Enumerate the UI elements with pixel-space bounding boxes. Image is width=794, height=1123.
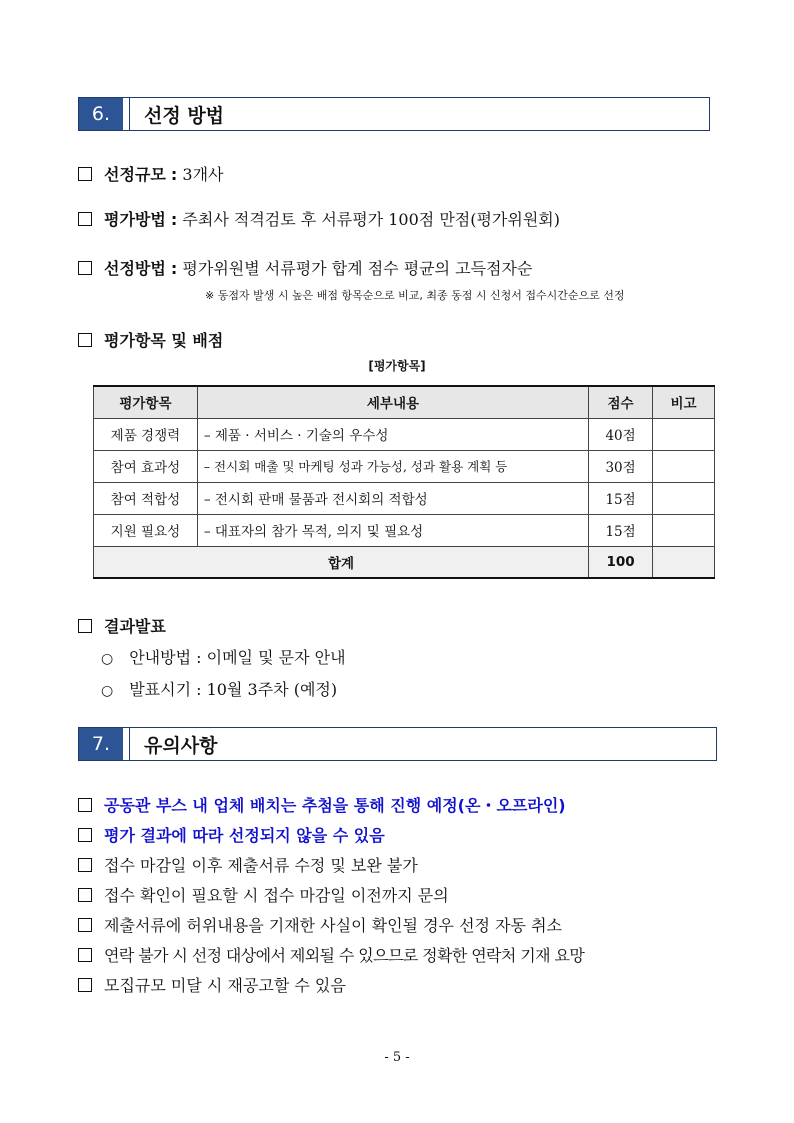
section-number: 7.: [79, 728, 123, 760]
section-number: 6.: [79, 98, 123, 130]
table-row: 참여 효과성 – 전시회 매출 및 마케팅 성과 가능성, 성과 활용 계획 등 30점: [94, 450, 715, 482]
notice-item: 접수 확인이 필요할 시 접수 마감일 이전까지 문의: [78, 883, 449, 906]
col-header-score: 점수: [589, 386, 653, 418]
result-bullet: ○ 안내방법 : 이메일 및 문자 안내: [101, 648, 346, 667]
circle-bullet-icon: ○: [101, 683, 114, 699]
table-row: 참여 적합성 – 전시회 판매 물품과 전시회의 적합성 15점: [94, 482, 715, 514]
result-bullet: ○ 발표시기 : 10월 3주차 (예정): [101, 680, 338, 699]
page-number: - 5 -: [384, 1050, 410, 1065]
notice-item: 연락 불가 시 선정 대상에서 제외될 수 있으므로 정확한 연락처 기재 요망: [78, 943, 584, 966]
checkbox-icon: [78, 828, 92, 842]
total-score: 100: [589, 546, 653, 578]
circle-bullet-icon: ○: [101, 651, 114, 667]
table-total-row: [94, 546, 715, 578]
evaluation-method-row: 평가방법 : 주최사 적격검토 후 서류평가 100점 만점(평가위원회): [78, 207, 560, 230]
table-row: 지원 필요성 – 대표자의 참가 목적, 의지 및 필요성 15점: [94, 514, 715, 546]
checkbox-icon: [78, 261, 92, 275]
selection-method-row: 선정방법 : 평가위원별 서류평가 합계 점수 평균의 고득점자순: [78, 256, 532, 279]
checkbox-icon: [78, 978, 92, 992]
col-header-detail: 세부내용: [197, 386, 588, 418]
notice-item: 평가 결과에 따라 선정되지 않을 수 있음: [78, 823, 385, 846]
result-heading: 결과발표: [78, 614, 166, 637]
table-header-row: [94, 386, 715, 418]
checkbox-icon: [78, 798, 92, 812]
table-caption: [평가항목]: [368, 359, 426, 373]
checkbox-icon: [78, 619, 92, 633]
notice-item: 공동관 부스 내 업체 배치는 추첨을 통해 진행 예정(온・오프라인): [78, 793, 566, 816]
notice-item: 접수 마감일 이후 제출서류 수정 및 보완 불가: [78, 853, 418, 876]
section-title: 유의사항: [144, 734, 218, 757]
section-6-header: [78, 97, 710, 131]
col-header-note: 비고: [653, 386, 715, 418]
checkbox-icon: [78, 918, 92, 932]
checkbox-icon: [78, 212, 92, 226]
checkbox-icon: [78, 888, 92, 902]
table-row: 제품 경쟁력 – 제품 · 서비스 · 기술의 우수성 40점: [94, 418, 715, 450]
notice-item: 제출서류에 허위내용을 기재한 사실이 확인될 경우 선정 자동 취소: [78, 913, 562, 936]
scoring-heading: 평가항목 및 배점: [78, 328, 223, 351]
checkbox-icon: [78, 858, 92, 872]
scoring-table: [93, 385, 715, 579]
total-label: 합계: [94, 546, 589, 578]
tie-break-note: ※ 동점자 발생 시 높은 배점 항목순으로 비교, 최종 동점 시 신청서 접수시간순으로 선정: [205, 289, 625, 302]
section-title: 선정 방법: [144, 104, 225, 127]
checkbox-icon: [78, 948, 92, 962]
selection-scale-row: 선정규모 : 3개사: [78, 162, 224, 185]
col-header-item: 평가항목: [94, 386, 198, 418]
notice-item: 모집규모 미달 시 재공고할 수 있음: [78, 973, 346, 996]
checkbox-icon: [78, 333, 92, 347]
checkbox-icon: [78, 167, 92, 181]
section-7-header: [78, 727, 717, 761]
